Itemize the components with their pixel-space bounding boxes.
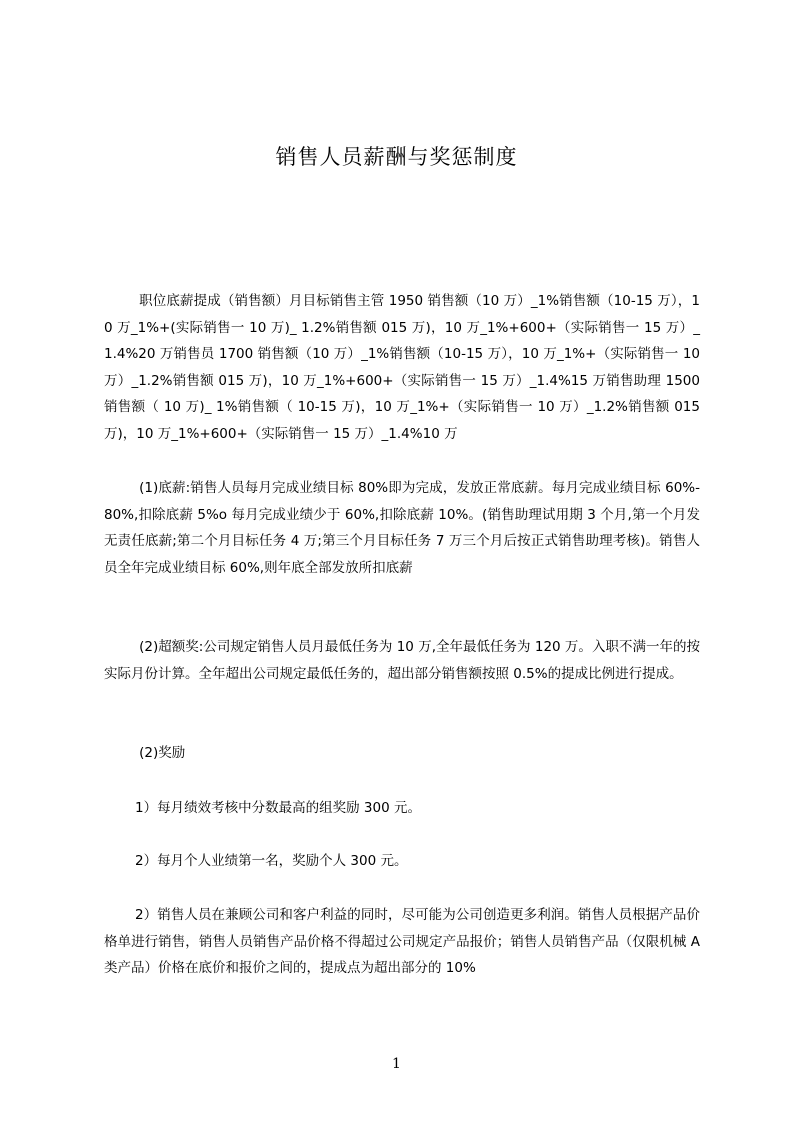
page-number: 1 <box>392 1056 401 1072</box>
paragraph-excess-bonus: (2)超额奖:公司规定销售人员月最低任务为 10 万,全年最低任务为 120 万。入职不满一年的按实际月份计算。全年超出公司规定最低任务的，超出部分销售额按照 0.5%的提成比例进行提成。 <box>104 639 700 682</box>
page-title: 销售人员薪酬与奖惩制度 <box>275 145 518 169</box>
paragraph-rewards-heading: (2)奖励 <box>139 745 186 761</box>
paragraph-reward-group: 1）每月绩效考核中分数最高的组奖励 300 元。 <box>135 800 421 816</box>
paragraph-reward-individual: 2）每月个人业绩第一名，奖励个人 300 元。 <box>135 853 408 869</box>
paragraph-base-salary: (1)底薪:销售人员每月完成业绩目标 80%即为完成，发放正常底薪。每月完成业绩目标 60%-80%,扣除底薪 5%o 每月完成业绩少于 60%,扣除底薪 10%。(销售助理试用期 3 个月,第一个月发无责任底薪;第二个月目标任务 4 万;第三个月目标任务 7 万三个月后按正式销售助理考核)。销售人员全年完成业绩目标 60%,则年底全部发放所扣底薪 <box>104 480 700 576</box>
paragraph-pricing-commission: 2）销售人员在兼顾公司和客户利益的同时，尽可能为公司创造更多利润。销售人员根据产品价格单进行销售，销售人员销售产品价格不得超过公司规定产品报价；销售人员销售产品（仅限机械 A 类产品）价格在底价和报价之间的，提成点为超出部分的 10% <box>104 907 700 976</box>
paragraph-salary-table: 职位底薪提成（销售额）月目标销售主管 1950 销售额（10 万）_1%销售额（10-15 万），10 万_1%+(实际销售一 10 万)_ 1.2%销售额 015 万)，10 万_1%+600+（实际销售一 15 万）_1.4%20 万销售员 1700 销售额（10 万）_1%销售额（10-15 万），10 万_1%+（实际销售一 10 万）_1.2%销售额 015 万)，10 万_1%+600+（实际销售一 15 万）_1.4%15 万销售助理 1500 销售额（ 10 万)_ 1%销售额（ 10-15 万)，10 万_1%+（实际销售一 10 万）_1.2%销售额 015 万)，10 万_1%+600+（实际销售一 15 万）_1.4%10 万 <box>104 293 700 442</box>
